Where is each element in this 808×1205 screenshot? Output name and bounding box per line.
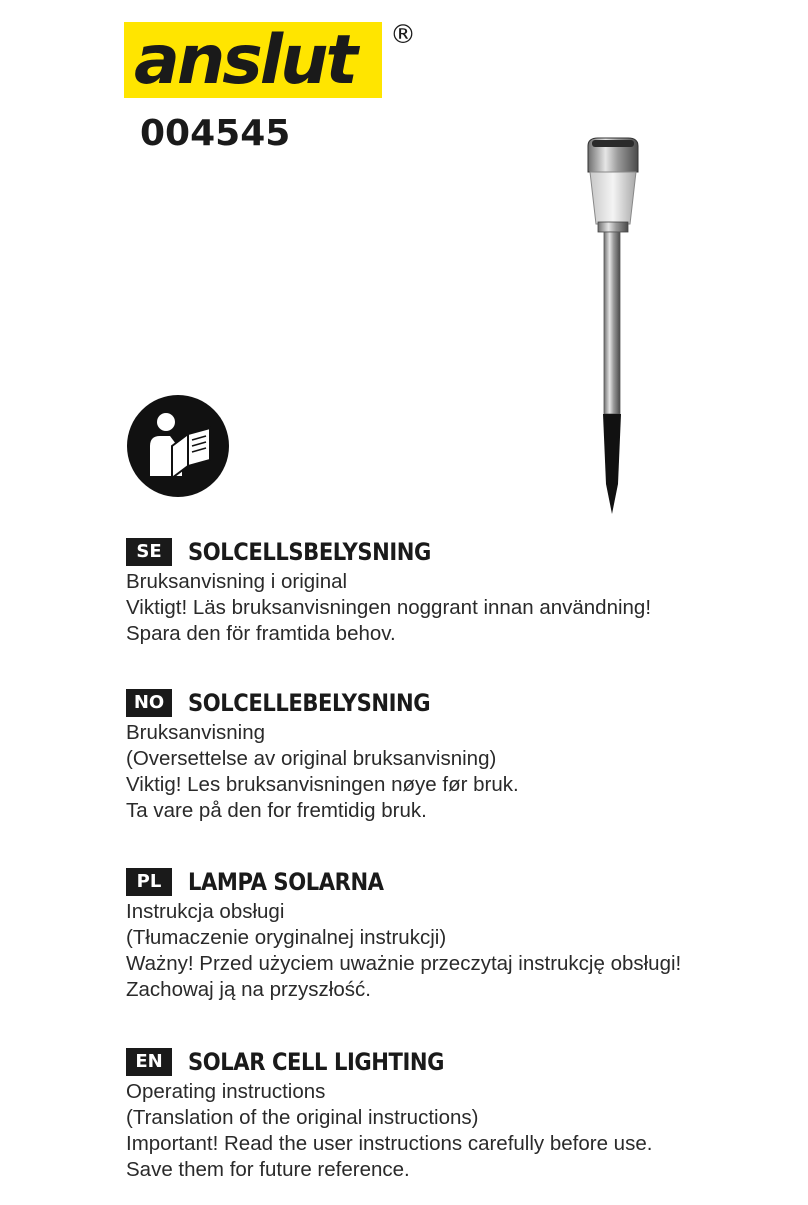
section-line: Ważny! Przed użyciem uważnie przeczytaj instrukcję obsługi! (126, 952, 682, 975)
brand-logo (124, 22, 382, 98)
section-title-en: SOLAR CELL LIGHTING (188, 1048, 445, 1076)
section-line: Zachowaj ją na przyszłość. (126, 978, 371, 1001)
section-line: Instrukcja obsługi (126, 900, 285, 923)
language-badge-en: EN (126, 1048, 172, 1076)
section-line: Viktig! Les bruksanvisningen nøye før bruk. (126, 773, 519, 796)
article-number: 004545 (140, 113, 291, 154)
section-line: Spara den för framtida behov. (126, 622, 396, 645)
section-line: Ta vare på den for fremtidig bruk. (126, 799, 427, 822)
section-se (126, 535, 786, 647)
section-line: (Tłumaczenie oryginalnej instrukcji) (126, 926, 447, 949)
section-line: Bruksanvisning i original (126, 570, 348, 593)
language-badge-pl: PL (126, 868, 172, 896)
solar-lamp-image (580, 134, 646, 519)
section-title-no: SOLCELLEBELYSNING (188, 689, 431, 717)
section-pl (126, 865, 786, 1003)
section-line: Operating instructions (126, 1080, 326, 1103)
section-line: (Oversettelse av original bruksanvisning) (126, 747, 497, 770)
section-line: Bruksanvisning (126, 721, 266, 744)
logo-text: anslut (134, 21, 355, 100)
section-line: (Translation of the original instructions) (126, 1106, 479, 1129)
section-title-se: SOLCELLSBELYSNING (188, 538, 431, 566)
language-badge-no: NO (126, 689, 172, 717)
section-en (126, 1045, 786, 1183)
section-line: Viktigt! Läs bruksanvisningen noggrant innan användning! (126, 596, 652, 619)
section-line: Important! Read the user instructions carefully before use. (126, 1132, 653, 1155)
section-title-pl: LAMPA SOLARNA (188, 868, 384, 896)
section-no (126, 686, 786, 824)
section-line: Save them for future reference. (126, 1158, 410, 1181)
registered-mark: ® (390, 20, 416, 50)
language-badge-se: SE (126, 538, 172, 566)
read-manual-icon (126, 394, 230, 498)
